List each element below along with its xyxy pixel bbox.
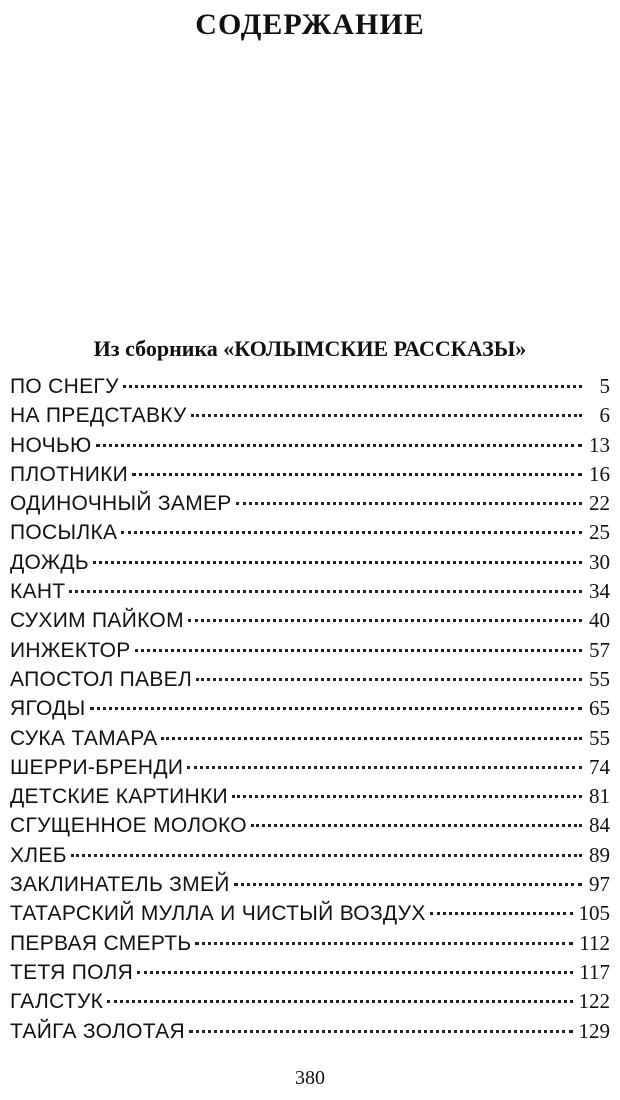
toc-entry-page: 6 — [599, 403, 610, 428]
toc-entry[interactable] — [10, 520, 610, 549]
toc-entry-title: ПЛОТНИКИ — [10, 462, 129, 486]
toc-entry-title: ЯГОДЫ — [10, 697, 86, 721]
toc-entry-title: ТЕТЯ ПОЛЯ — [10, 960, 134, 984]
toc-entry[interactable] — [10, 931, 610, 960]
dot-leader — [191, 414, 582, 417]
dot-leader — [430, 912, 573, 915]
toc-entry-title: ШЕРРИ-БРЕНДИ — [10, 755, 184, 779]
dot-leader — [232, 795, 582, 798]
toc-entry[interactable] — [10, 638, 610, 667]
toc-entry-title: ТАЙГА ЗОЛОТАЯ — [10, 1019, 185, 1043]
dot-leader — [107, 1000, 572, 1003]
dot-leader — [187, 766, 582, 769]
toc-entry[interactable] — [10, 784, 610, 813]
toc-entry-title: КАНТ — [10, 580, 66, 604]
page-number: 380 — [295, 1067, 325, 1089]
toc-entry-page: 112 — [579, 930, 610, 955]
toc-entry-title: ТАТАРСКИЙ МУЛЛА И ЧИСТЫЙ ВОЗДУХ — [10, 902, 426, 926]
toc-entry-page: 55 — [589, 725, 610, 750]
dot-leader — [236, 502, 582, 505]
dot-leader — [90, 707, 582, 710]
toc-entry-title: СУКА ТАМАРА — [10, 726, 158, 750]
toc-entry-title: ЗАКЛИНАТЕЛЬ ЗМЕЙ — [10, 873, 230, 897]
dot-leader — [71, 854, 582, 857]
toc-entry-title: СГУЩЕННОЕ МОЛОКО — [10, 814, 247, 838]
toc-entry[interactable] — [10, 960, 610, 989]
toc-entry-page: 97 — [589, 872, 610, 897]
dot-leader — [135, 649, 582, 652]
dot-leader — [96, 444, 582, 447]
toc-entry-title: ГАЛСТУК — [10, 990, 104, 1014]
toc-entry-title: НОЧЬЮ — [10, 433, 92, 457]
dot-leader — [123, 385, 582, 388]
toc-entry-title: ПОСЫЛКА — [10, 521, 118, 545]
toc-entry-page: 16 — [589, 461, 610, 486]
toc-entry-title: ДЕТСКИЕ КАРТИНКИ — [10, 785, 228, 809]
toc-entry[interactable] — [10, 1019, 610, 1048]
dot-leader — [196, 678, 582, 681]
toc-entry-page: 117 — [579, 959, 610, 984]
toc-entry[interactable] — [10, 667, 610, 696]
toc-entry-page: 81 — [589, 784, 610, 809]
toc-entry-page: 65 — [589, 696, 610, 721]
toc-entry-page: 22 — [589, 491, 610, 516]
toc-list — [10, 374, 610, 1048]
dot-leader — [189, 1030, 573, 1033]
toc-entry[interactable] — [10, 696, 610, 725]
toc-entry-page: 25 — [589, 520, 610, 545]
toc-entry[interactable] — [10, 872, 610, 901]
toc-entry[interactable] — [10, 550, 610, 579]
toc-entry-page: 105 — [578, 901, 610, 926]
toc-entry[interactable] — [10, 433, 610, 462]
toc-entry-title: ДОЖДЬ — [10, 550, 89, 574]
dot-leader — [195, 942, 573, 945]
toc-entry[interactable] — [10, 608, 610, 637]
toc-entry[interactable] — [10, 755, 610, 784]
toc-entry-title: ОДИНОЧНЫЙ ЗАМЕР — [10, 492, 232, 516]
toc-entry-page: 84 — [589, 813, 610, 838]
toc-entry-page: 55 — [589, 666, 610, 691]
toc-entry[interactable] — [10, 901, 610, 930]
toc-entry[interactable] — [10, 403, 610, 432]
toc-entry[interactable] — [10, 813, 610, 842]
toc-entry[interactable] — [10, 843, 610, 872]
toc-entry[interactable] — [10, 462, 610, 491]
toc-entry-page: 57 — [589, 637, 610, 662]
toc-entry-page: 122 — [578, 989, 610, 1014]
toc-entry[interactable] — [10, 989, 610, 1018]
page-title: СОДЕРЖАНИЕ — [195, 8, 425, 41]
toc-entry-page: 13 — [589, 432, 610, 457]
toc-entry[interactable] — [10, 491, 610, 520]
toc-entry[interactable] — [10, 579, 610, 608]
toc-entry-page: 129 — [578, 1018, 610, 1043]
toc-entry-page: 89 — [589, 842, 610, 867]
dot-leader — [161, 737, 582, 740]
toc-entry-title: СУХИМ ПАЙКОМ — [10, 609, 184, 633]
toc-entry-page: 5 — [599, 374, 610, 398]
toc-entry-page: 74 — [589, 754, 610, 779]
dot-leader — [69, 590, 582, 593]
dot-leader — [132, 473, 582, 476]
dot-leader — [188, 619, 582, 622]
dot-leader — [234, 883, 582, 886]
toc-entry-page: 40 — [589, 608, 610, 633]
toc-entry-title: НА ПРЕДСТАВКУ — [10, 404, 187, 428]
dot-leader — [93, 561, 582, 564]
toc-entry-title: ИНЖЕКТОР — [10, 638, 131, 662]
toc-entry-title: АПОСТОЛ ПАВЕЛ — [10, 667, 193, 691]
dot-leader — [251, 824, 582, 827]
dot-leader — [121, 531, 582, 534]
section-heading: Из сборника «КОЛЫМСКИЕ РАССКАЗЫ» — [93, 336, 527, 361]
toc-entry-title: ХЛЕБ — [10, 843, 67, 867]
toc-entry[interactable] — [10, 726, 610, 755]
toc-entry-page: 30 — [589, 549, 610, 574]
dot-leader — [137, 971, 573, 974]
toc-entry-title: ПЕРВАЯ СМЕРТЬ — [10, 931, 192, 955]
toc-entry[interactable] — [10, 374, 610, 403]
toc-entry-page: 34 — [589, 579, 610, 604]
toc-entry-title: ПО СНЕГУ — [10, 375, 119, 398]
